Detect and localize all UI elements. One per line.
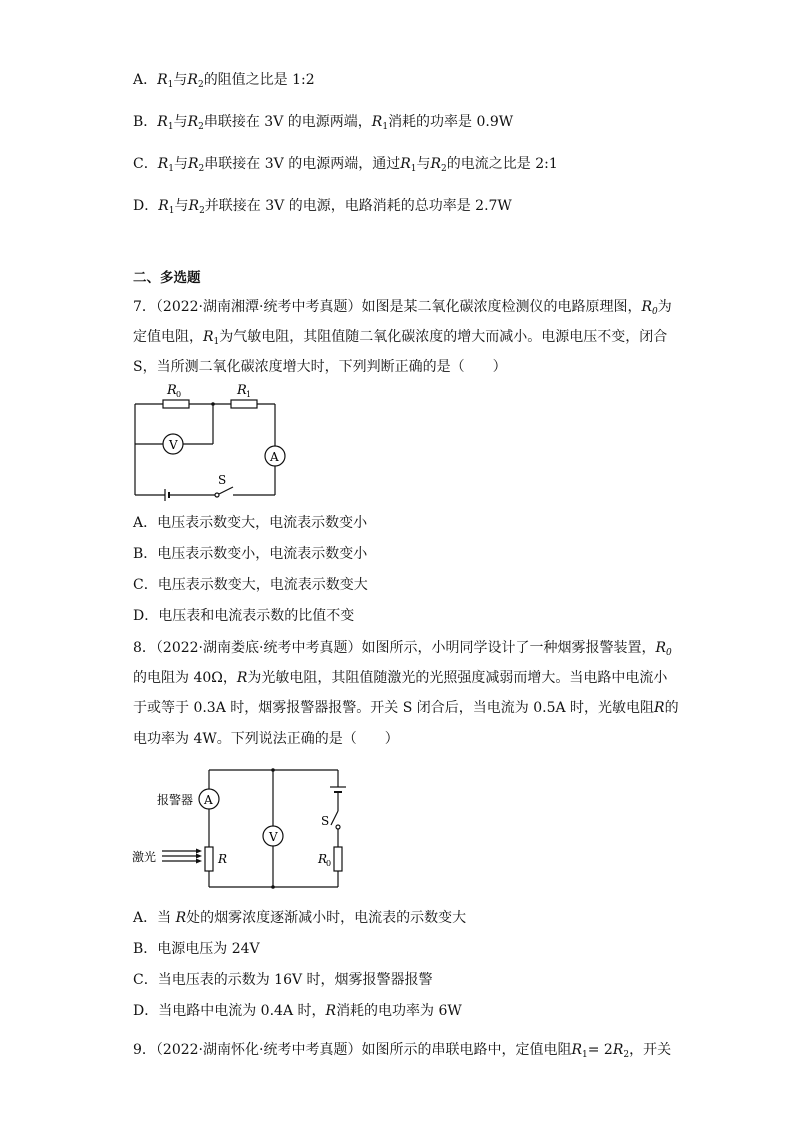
option-label: D． [133,1003,159,1019]
question-text: 如图所示，小明同学设计了一种烟雾报警装置， [361,640,656,656]
option-text: 并联接在 3V 的电源，电路消耗的总功率是 2.7W [204,198,512,214]
voltmeter-label: V [269,830,278,844]
r0-resistor [163,400,189,408]
option-label: C． [133,156,158,172]
r-resistor [205,847,213,871]
option-text: 电压表示数变小，电流表示数变小 [157,546,368,562]
ammeter-label: A [204,793,213,807]
q7-option-b [133,544,367,564]
option-text: 串联接在 3V 的电源两端，通过 [204,156,401,172]
q8-line-4: 电功率为 4W。下列说法正确的是（ ） [133,731,399,747]
question-text: 如图所示的串联电路中，定值电阻 [361,1042,572,1058]
question-text: 为 [657,299,672,315]
option-label: D． [133,198,159,214]
r0-label: R [167,383,177,398]
option-text: 电压表示数变大，电流表示数变小 [157,515,368,531]
q6-option-c: C．$R_1$与$R_2$串联接在 3V 的电源两端，通过$R_1$与$R_2$的电流之比是 2:1 [133,156,558,174]
question-text: ，开关 [629,1042,672,1058]
question-text: 如图是某二氧化碳浓度检测仪的电路原理图， [361,299,642,315]
question-text: 于或等于 0.3A 时，烟雾报警器报警。开关 S 闭合后，当电流为 0.5A 时，光敏电阻 [133,700,655,716]
conj-text: 与 [174,156,188,172]
question-text: 的 [664,700,679,716]
switch-label: S [218,473,227,487]
r0-sub: 0 [326,859,332,868]
conj-text: 与 [174,198,189,214]
option-label: A． [133,515,158,531]
option-text: 电压表示数变大，电流表示数变大 [157,577,368,593]
q6-option-d: D．$R_1$与$R_2$并联接在 3V 的电源，电路消耗的总功率是 2.7W [133,198,512,216]
r0-label: R [318,852,328,866]
q8-option-a: A．当 R处的烟雾浓度逐渐减小时，电流表的示数变大 [133,910,467,926]
option-text: 的电流之比是 2:1 [446,156,558,172]
option-text: 当 [157,910,176,926]
question-number: 8． [133,640,156,656]
option-text: 串联接在 3V 的电源两端， [203,114,372,130]
option-text: 消耗的电功率为 6W [336,1003,462,1019]
conj-text: 与 [173,114,188,130]
option-text: 处的烟雾浓度逐渐减小时，电流表的示数变大 [186,910,467,926]
q8-option-d: D．当电路中电流为 0.4A 时，R消耗的电功率为 6W [133,1003,462,1019]
q8-option-b [133,939,260,959]
question-text: 为光敏电阻，其阻值随激光的光照强度减弱而增大。当电路中电流小 [247,670,668,686]
question-source: （2022·湖南湘潭·统考中考真题） [155,299,362,315]
option-label: A． [133,910,158,926]
equation-text: = 2 [587,1042,613,1058]
alarm-label: 报警器 [157,793,194,807]
q8-line-1: 8．（2022·湖南娄底·统考中考真题）如图所示，小明同学设计了一种烟雾报警装置，$R_0$ [133,640,672,658]
q7-circuit-diagram [125,378,295,503]
option-label: B． [133,546,158,562]
question-source: （2022·湖南怀化·统考中考真题） [155,1042,362,1058]
r1-label: R [237,383,247,398]
laser-label: 激光 [132,850,157,864]
question-number: 9． [133,1042,156,1058]
q7-line-3: S，当所测二氧化碳浓度增大时，下列判断正确的是（ ） [133,359,507,375]
question-source: （2022·湖南娄底·统考中考真题） [155,640,362,656]
r0-resistor [334,847,342,871]
option-label: C． [133,972,158,988]
r1-resistor [231,400,257,408]
option-label: B． [133,114,158,130]
voltmeter-label: V [169,438,178,452]
section-title: 二、多选题 [133,270,201,286]
conj-text: 与 [416,156,431,172]
r1-sub: 1 [246,390,252,399]
q6-option-a: A．$R_1$与$R_2$的阻值之比是 1:2 [133,72,315,90]
question-text: 定值电阻， [133,329,203,345]
option-text: 当电压表的示数为 16V 时，烟雾报警器报警 [157,972,433,988]
q6-option-b: B．$R_1$与$R_2$串联接在 3V 的电源两端，$R_1$消耗的功率是 0.9W [133,114,514,132]
q7-line-2: 定值电阻，$R_1$为气敏电阻，其阻值随二氧化碳浓度的增大而减小。电源电压不变，闭合 [133,329,668,347]
q7-option-d [133,606,354,626]
option-text: 电压表和电流表示数的比值不变 [158,608,355,624]
question-text: 为气敏电阻，其阻值随二氧化碳浓度的增大而减小。电源电压不变，闭合 [219,329,668,345]
option-text: 电源电压为 24V [157,941,260,957]
option-label: D． [133,608,159,624]
question-text: 的电阻为 40Ω， [133,670,237,686]
r-label: R [218,852,228,866]
r0-sub: 0 [176,390,182,399]
option-label: B． [133,941,158,957]
conj-text: 与 [173,72,188,88]
q7-option-a [133,513,367,533]
option-text: 当电路中电流为 0.4A 时， [158,1003,326,1019]
q7-line-1: 7．（2022·湖南湘潭·统考中考真题）如图是某二氧化碳浓度检测仪的电路原理图，$R_0$为 [133,299,672,317]
option-text: 消耗的功率是 0.9W [388,114,514,130]
option-label: A． [133,72,158,88]
question-number: 7． [133,299,156,315]
q8-line-3: 于或等于 0.3A 时，烟雾报警器报警。开关 S 闭合后，当电流为 0.5A 时，光敏电阻R的 [133,700,679,716]
q9-line-1: 9．（2022·湖南怀化·统考中考真题）如图所示的串联电路中，定值电阻$R_1= 2R_2$，开关 [133,1042,672,1060]
ammeter-label: A [270,450,279,464]
option-text: 的阻值之比是 1:2 [203,72,315,88]
q8-circuit-diagram [132,765,362,895]
q8-option-c [133,970,433,990]
q8-line-2: 的电阻为 40Ω，R为光敏电阻，其阻值随激光的光照强度减弱而增大。当电路中电流小 [133,670,668,686]
option-label: C． [133,577,158,593]
switch-label: S [321,814,330,828]
q7-option-c [133,575,368,595]
